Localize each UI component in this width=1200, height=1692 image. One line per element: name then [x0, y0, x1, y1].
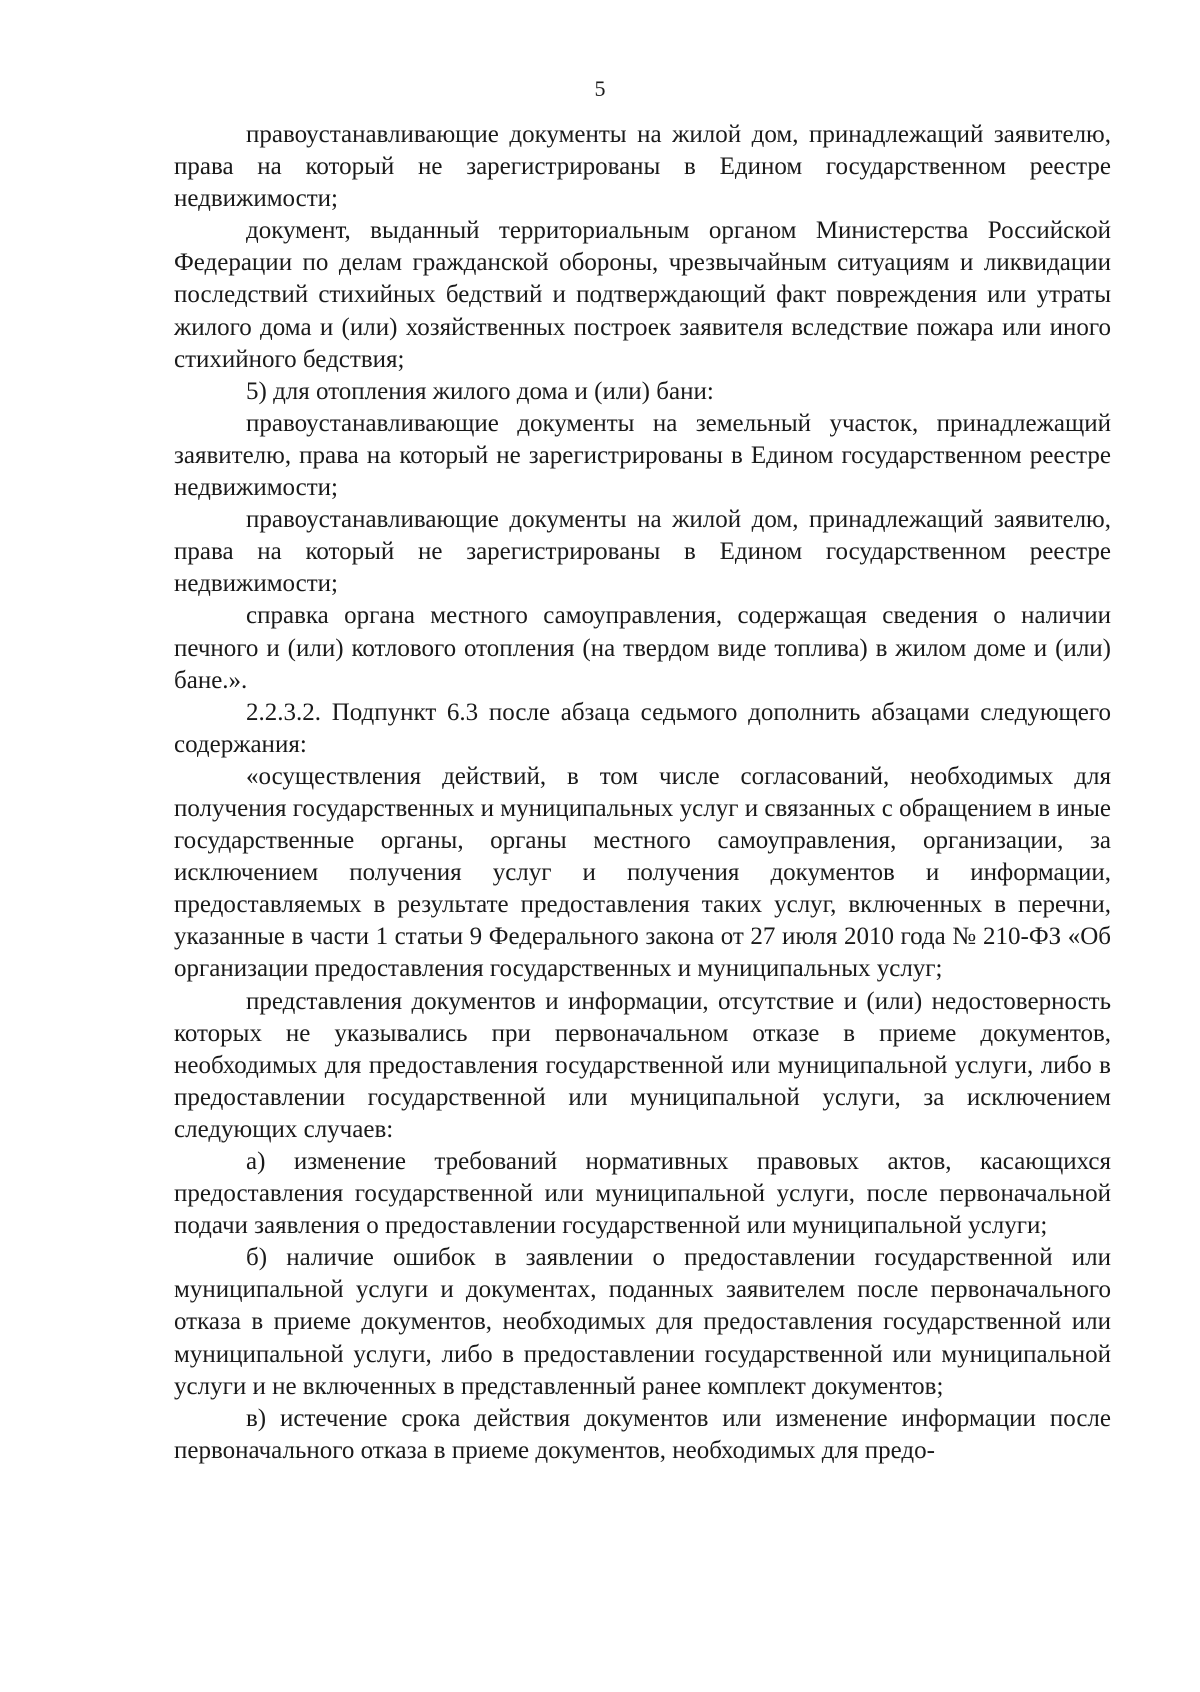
paragraph-3: 5) для отопления жилого дома и (или) бани: [246, 377, 714, 405]
page-number: 5 [594, 76, 606, 101]
paragraph-4: правоустанавливающие документы на земельный участок, принадлежащий заявителю, права на который не зарегистрированы в Едином государственном реестре недвижимости; [174, 409, 1111, 502]
paragraph-5: правоустанавливающие документы на жилой дом, принадлежащий заявителю, права на который не зарегистрированы в Едином государственном реестре недвижимости; [174, 506, 1111, 598]
document-body [174, 119, 1111, 1467]
paragraph-7: 2.2.3.2. Подпункт 6.3 после абзаца седьмого дополнить абзацами следующего содержания: [174, 698, 1111, 758]
paragraph-1: правоустанавливающие документы на жилой дом, принадлежащий заявителю, права на который не зарегистрированы в Едином государственном реестре недвижимости; [174, 121, 1111, 213]
paragraph-8: «осуществления действий, в том числе согласований, необходимых для получения государственных и муниципальных услуг и связанных с обращением в иные государственные органы, органы местного самоуправления, организации, за исключением получения услуг и получения документов и информации, предоставляемых в результате предоставления таких услуг, включенных в перечни, указанные в части 1 статьи 9 Федерального закона от 27 июля 2010 года № 210-ФЗ «Об организации предоставления государственных и муниципальных услуг; [174, 762, 1111, 983]
paragraph-10: а) изменение требований нормативных правовых актов, касающихся предоставления государственной или муниципальной услуги, после первоначальной подачи заявления о предоставлении государственной или муниципальной услуги; [174, 1148, 1111, 1240]
paragraph-9: представления документов и информации, отсутствие и (или) недостоверность которых не указывались при первоначальном отказе в приеме документов, необходимых для предоставления государственной или муниципальной услуги, либо в предоставлении государственной или муниципальной услуги, за исключением следующих случаев: [174, 987, 1111, 1143]
paragraph-2: документ, выданный территориальным органом Министерства Российской Федерации по делам гражданской обороны, чрезвычайным ситуациям и ликвидации последствий стихийных бедствий и подтверждающий факт повреждения или утраты жилого дома и (или) хозяйственных построек заявителя вследствие пожара или иного стихийного бедствия; [174, 217, 1111, 373]
paragraph-6: справка органа местного самоуправления, содержащая сведения о наличии печного и (или) котлового отопления (на твердом виде топлива) в жилом доме и (или) бане.». [174, 602, 1111, 694]
paragraph-12: в) истечение срока действия документов или изменение информации после первоначального отказа в приеме документов, необходимых для предо- [174, 1404, 1111, 1464]
paragraph-11: б) наличие ошибок в заявлении о предоставлении государственной или муниципальной услуги и документах, поданных заявителем после первоначального отказа в приеме документов, необходимых для предоставления государственной или муниципальной услуги, либо в предоставлении государственной или муниципальной услуги и не включенных в представленный ранее комплект документов; [174, 1244, 1111, 1400]
